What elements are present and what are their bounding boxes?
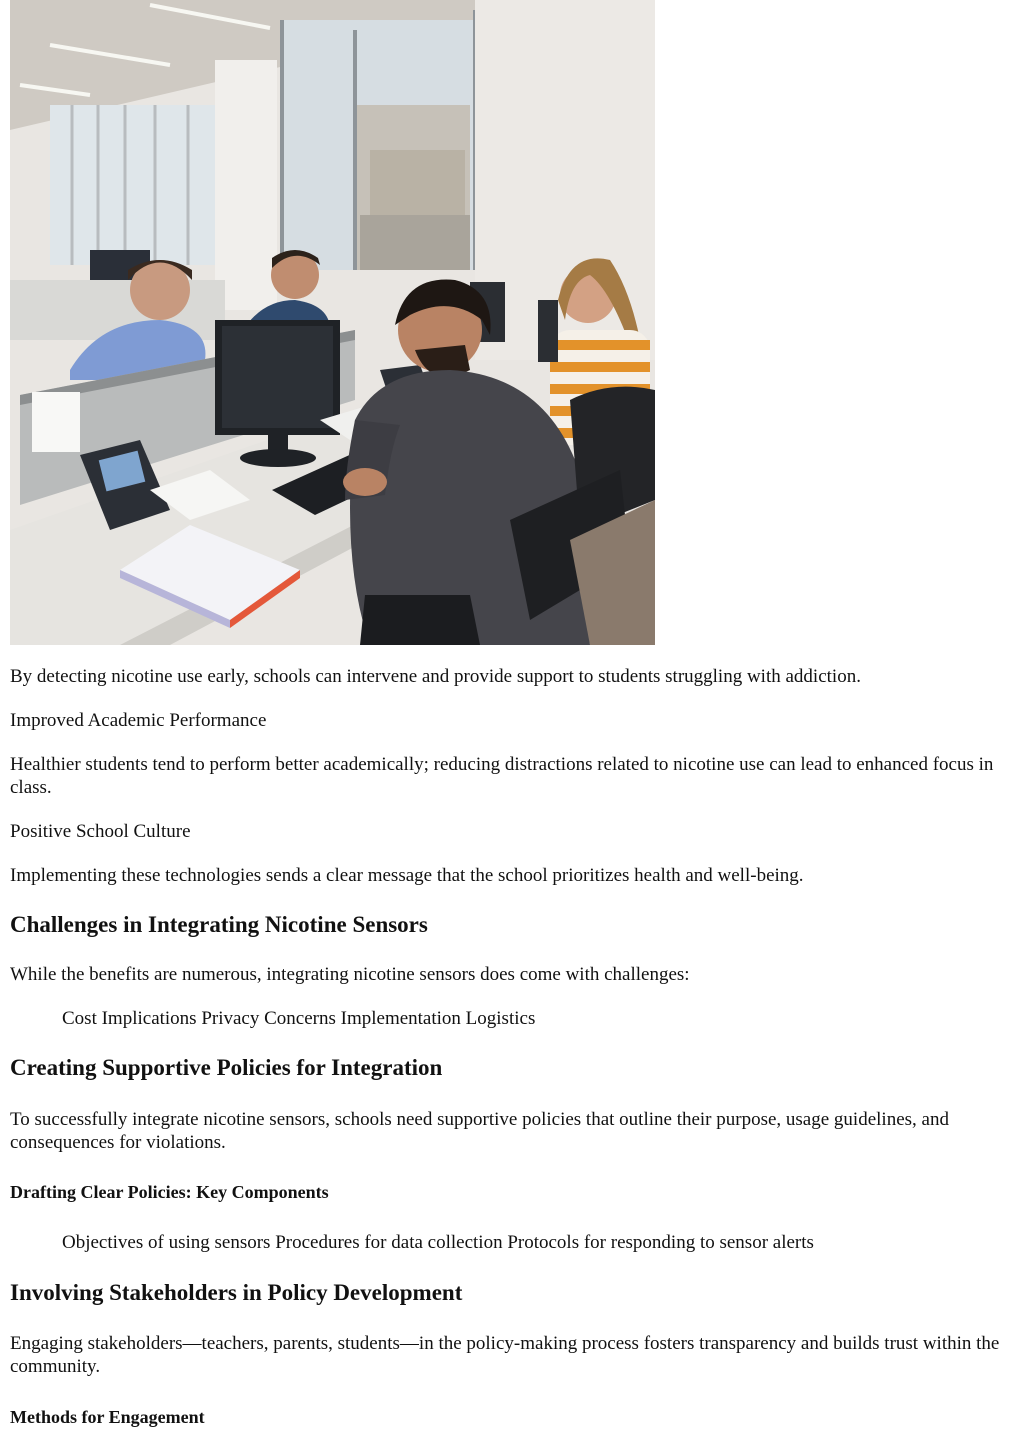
heading-stakeholders: Involving Stakeholders in Policy Development [10, 1280, 463, 1305]
paragraph-school-culture: Implementing these technologies sends a clear message that the school prioritizes health and well-being. [10, 865, 804, 886]
office-photo [10, 0, 655, 645]
subheading-drafting-policies: Drafting Clear Policies: Key Components [10, 1182, 329, 1202]
heading-challenges: Challenges in Integrating Nicotine Sensors [10, 912, 428, 937]
heading-policies: Creating Supportive Policies for Integration [10, 1055, 443, 1080]
list-challenges: Cost Implications Privacy Concerns Implementation Logistics [62, 1008, 536, 1029]
label-school-culture: Positive School Culture [10, 821, 191, 842]
label-academic-performance: Improved Academic Performance [10, 710, 267, 731]
list-drafting-policies: Objectives of using sensors Procedures for data collection Protocols for responding to sensor alerts [62, 1232, 814, 1253]
paragraph-academic-performance: Healthier students tend to perform better academically; reducing distractions related to nicotine use can lead to enhanced focus in class. [10, 754, 994, 798]
paragraph-early-detection: By detecting nicotine use early, schools can intervene and provide support to students struggling with addiction. [10, 666, 861, 687]
paragraph-policies: To successfully integrate nicotine sensors, schools need supportive policies that outline their purpose, usage guidelines, and consequences for violations. [10, 1109, 949, 1153]
paragraph-stakeholders: Engaging stakeholders—teachers, parents, students—in the policy-making process fosters transparency and builds trust within the community. [10, 1333, 1000, 1377]
paragraph-challenges: While the benefits are numerous, integrating nicotine sensors does come with challenges: [10, 964, 690, 985]
article-page [10, 0, 1010, 1427]
subheading-methods-engagement: Methods for Engagement [10, 1407, 205, 1427]
